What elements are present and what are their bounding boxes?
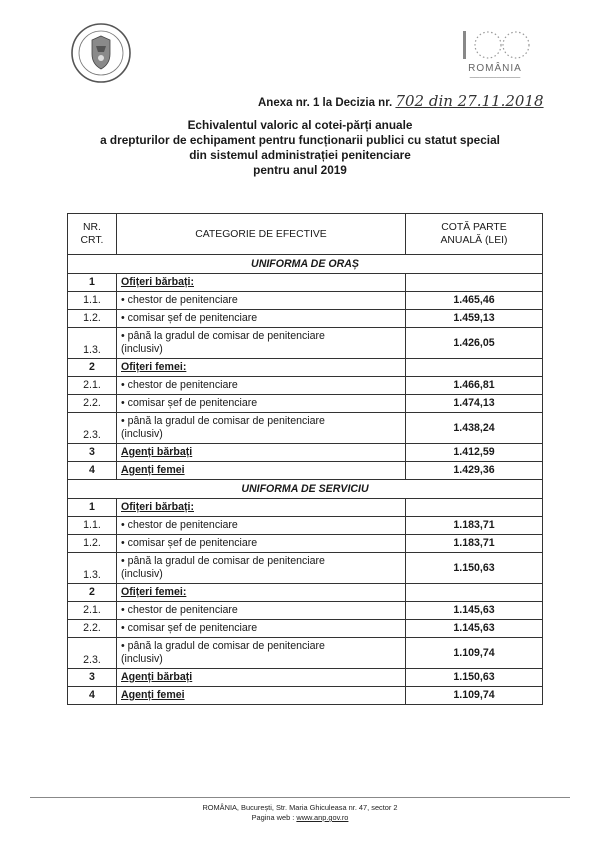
footer-divider: [30, 797, 570, 798]
group-row: 1 Ofițeri bărbați:: [68, 499, 543, 517]
footer-address: ROMÂNIA, București, Str. Maria Ghiculeasa nr. 47, sector 2: [202, 803, 398, 812]
romania-100-logo: [440, 28, 550, 90]
group-label: Ofițeri bărbați:: [121, 276, 194, 288]
annex-reference: [258, 92, 558, 110]
table-row: 1.1. • chestor de penitenciare 1.183,71: [68, 517, 543, 535]
row-label: • comisar șef de penitenciare: [117, 395, 406, 413]
table-row: 1.2. • comisar șef de penitenciare 1.459,13: [68, 310, 543, 328]
table-row: 2.3. • până la gradul de comisar de penitenciare (inclusiv) 1.109,74: [68, 638, 543, 669]
group-row: 3 Agenți bărbați 1.150,63: [68, 669, 543, 687]
group-row: 1 Ofițeri bărbați:: [68, 274, 543, 292]
row-label: • chestor de penitenciare: [117, 517, 406, 535]
row-value: 1.145,63: [406, 602, 543, 620]
page-footer: [0, 803, 600, 823]
row-value: 1.109,74: [406, 687, 543, 705]
table-row: 1.3. • până la gradul de comisar de penitenciare (inclusiv) 1.426,05: [68, 328, 543, 359]
row-label: • chestor de penitenciare: [117, 377, 406, 395]
table-header-row: [68, 214, 543, 255]
annex-label: Anexa nr. 1 la Decizia nr.: [258, 97, 393, 109]
row-value: 1.465,46: [406, 292, 543, 310]
row-label: • chestor de penitenciare: [117, 602, 406, 620]
group-label: Agenți bărbați: [121, 446, 193, 458]
row-label: • comisar șef de penitenciare: [117, 620, 406, 638]
row-label: • până la gradul de comisar de penitenciare (inclusiv): [117, 638, 406, 669]
row-label: • până la gradul de comisar de penitenciare (inclusiv): [117, 413, 406, 444]
group-row: 2 Ofițeri femei:: [68, 584, 543, 602]
header-nr: NR. CRT.: [68, 214, 117, 255]
footer-web: [0, 813, 600, 823]
row-value: 1.150,63: [406, 669, 543, 687]
row-value: 1.145,63: [406, 620, 543, 638]
group-row: 4 Agenți femei 1.109,74: [68, 687, 543, 705]
table-row: 2.2. • comisar șef de penitenciare 1.145,63: [68, 620, 543, 638]
title-line: Echivalentul valoric al cotei-părți anuale: [187, 118, 413, 132]
header-value: COTĂ PARTE ANUALĂ (LEI): [406, 214, 543, 255]
row-value: 1.183,71: [406, 535, 543, 553]
group-row: 3 Agenți bărbați 1.412,59: [68, 444, 543, 462]
romania-100-logo-icon: [455, 28, 535, 62]
table-row: 2.1. • chestor de penitenciare 1.145,63: [68, 602, 543, 620]
title-line: a drepturilor de echipament pentru funcționarii publici cu statut special: [100, 133, 500, 147]
row-value: 1.459,13: [406, 310, 543, 328]
table-row: 1.3. • până la gradul de comisar de penitenciare (inclusiv) 1.150,63: [68, 553, 543, 584]
title-line: din sistemul administrației penitenciare: [189, 148, 411, 162]
section-header-row: [68, 480, 543, 499]
group-row: 4 Agenți femei 1.429,36: [68, 462, 543, 480]
table-row: 2.3. • până la gradul de comisar de penitenciare (inclusiv) 1.438,24: [68, 413, 543, 444]
group-row: 2 Ofițeri femei:: [68, 359, 543, 377]
table-row: 2.2. • comisar șef de penitenciare 1.474,13: [68, 395, 543, 413]
group-label: Agenți femei: [121, 464, 185, 476]
row-label: • chestor de penitenciare: [117, 292, 406, 310]
group-label: Ofițeri femei:: [121, 361, 187, 373]
group-label: Agenți bărbați: [121, 671, 193, 683]
row-value: 1.109,74: [406, 638, 543, 669]
row-label: • comisar șef de penitenciare: [117, 310, 406, 328]
logo-subtext-line: ━━━━━━━━━━━━━━━━━━━━━: [469, 75, 521, 80]
footer-web-label: Pagina web :: [251, 813, 295, 822]
table-row: 2.1. • chestor de penitenciare 1.466,81: [68, 377, 543, 395]
coat-of-arms-seal-icon: [70, 22, 132, 84]
logo-wordmark: ROMÂNIA: [468, 63, 522, 74]
footer-web-link[interactable]: www.anp.gov.ro: [296, 813, 349, 822]
title-line: pentru anul 2019: [253, 163, 347, 177]
row-value: 1.183,71: [406, 517, 543, 535]
document-title: [0, 118, 600, 178]
row-value: 1.150,63: [406, 553, 543, 584]
row-value: 1.426,05: [406, 328, 543, 359]
section-title: UNIFORMA DE ORAȘ: [68, 255, 543, 274]
section-header-row: [68, 255, 543, 274]
header-category: CATEGORIE DE EFECTIVE: [117, 214, 406, 255]
handwritten-decision-number: 702 din 27.11.2018: [395, 92, 544, 110]
group-label: Agenți femei: [121, 689, 185, 701]
row-label: • până la gradul de comisar de penitenciare (inclusiv): [117, 328, 406, 359]
table-row: 1.2. • comisar șef de penitenciare 1.183,71: [68, 535, 543, 553]
table-row: 1.1. • chestor de penitenciare 1.465,46: [68, 292, 543, 310]
row-value: 1.466,81: [406, 377, 543, 395]
group-label: Ofițeri bărbați:: [121, 501, 194, 513]
row-label: • comisar șef de penitenciare: [117, 535, 406, 553]
section-title: UNIFORMA DE SERVICIU: [68, 480, 543, 499]
allowance-table: [67, 213, 543, 705]
row-value: 1.474,13: [406, 395, 543, 413]
row-value: 1.438,24: [406, 413, 543, 444]
row-value: 1.412,59: [406, 444, 543, 462]
row-value: 1.429,36: [406, 462, 543, 480]
row-label: • până la gradul de comisar de penitenciare (inclusiv): [117, 553, 406, 584]
group-label: Ofițeri femei:: [121, 586, 187, 598]
